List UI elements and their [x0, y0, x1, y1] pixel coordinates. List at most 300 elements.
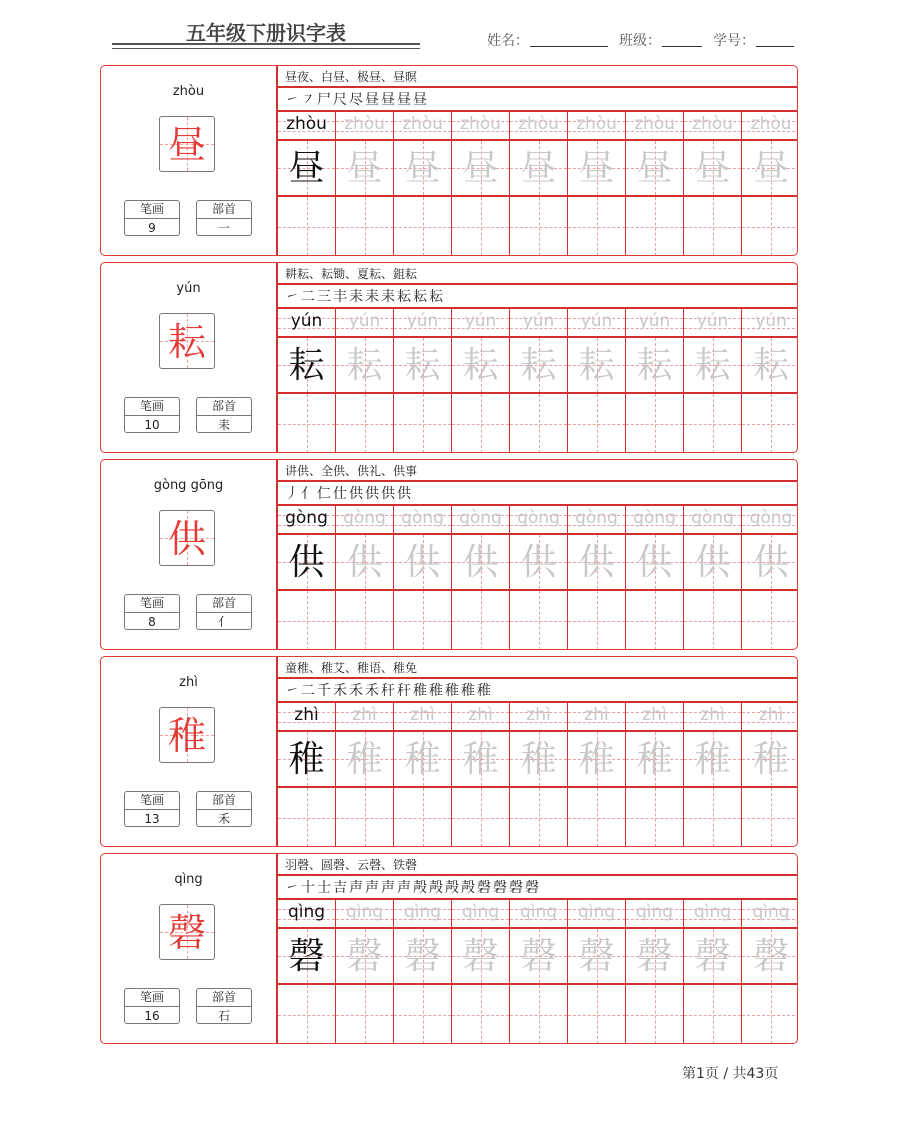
trace-character: 耘 [404, 345, 441, 386]
character-trace-cell[interactable] [684, 141, 741, 197]
trace-character: 昼 [404, 148, 441, 189]
stroke-step: 耒 [365, 289, 381, 305]
character-write-cell[interactable] [336, 197, 393, 256]
practice-column [742, 506, 798, 649]
stroke-step: 供 [397, 486, 413, 502]
practice-column [568, 703, 626, 846]
stroke-step: ㇀ [285, 289, 301, 305]
trace-character: 昼 [578, 148, 615, 189]
stroke-step: ㇀ [285, 880, 301, 896]
stroke-step: 十 [301, 880, 317, 896]
character-card [100, 853, 798, 1044]
character-write-cell[interactable] [336, 788, 393, 847]
trace-character: 稚 [288, 739, 325, 780]
character-write-cell[interactable] [568, 197, 625, 256]
practice-column [568, 506, 626, 649]
character-trace-cell[interactable] [510, 535, 567, 591]
pinyin-practice-cell[interactable] [394, 309, 451, 338]
practice-pinyin: zhì [294, 705, 319, 725]
stroke-step: 殸 [445, 880, 461, 896]
stroke-step: 昼 [365, 92, 381, 108]
character-write-cell[interactable] [626, 591, 683, 650]
radical-box [196, 200, 252, 236]
trace-character: 磬 [578, 936, 615, 977]
character-write-cell[interactable] [684, 788, 741, 847]
character-write-cell[interactable] [452, 197, 509, 256]
character-trace-cell[interactable] [626, 535, 683, 591]
trace-character: 磬 [288, 936, 325, 977]
trace-character: 稚 [752, 739, 789, 780]
character-card [100, 65, 798, 256]
character-trace-cell[interactable] [452, 141, 509, 197]
character-trace-cell[interactable] [684, 929, 741, 985]
character-write-cell[interactable] [510, 788, 567, 847]
stroke-step: 亻 [301, 486, 317, 502]
radical-value: 石 [217, 1009, 230, 1023]
stroke-step: 禾 [365, 683, 381, 699]
practice-column [510, 309, 568, 452]
pinyin-practice-cell[interactable] [278, 112, 335, 141]
character-trace-cell[interactable] [510, 141, 567, 197]
character-write-cell[interactable] [568, 394, 625, 453]
character-write-cell[interactable] [568, 591, 625, 650]
pinyin-practice-cell[interactable] [626, 309, 683, 338]
stroke-count-value: 8 [148, 615, 156, 629]
pinyin-practice-cell[interactable] [626, 506, 683, 535]
stroke-step: 吉 [333, 880, 349, 896]
practice-column [452, 309, 510, 452]
practice-pinyin: gòng [633, 508, 676, 528]
character-write-cell[interactable] [278, 591, 335, 650]
trace-character: 耘 [752, 345, 789, 386]
pinyin-practice-cell[interactable] [510, 309, 567, 338]
character-trace-cell[interactable] [336, 732, 393, 788]
character-write-cell[interactable] [452, 985, 509, 1044]
practice-column [568, 309, 626, 452]
example-words: 羽磬、圆磬、云磬、铁磬 [278, 854, 797, 876]
stroke-step: 仕 [333, 486, 349, 502]
character-write-cell[interactable] [336, 985, 393, 1044]
stroke-step: 二 [301, 683, 317, 699]
practice-pinyin: qìng [287, 902, 326, 922]
practice-pinyin: gòng [575, 508, 618, 528]
stroke-step: ㇇ [301, 92, 317, 108]
character-trace-cell[interactable] [278, 338, 335, 394]
stroke-step: 声 [381, 880, 397, 896]
pinyin-practice-cell[interactable] [568, 900, 625, 929]
character-write-cell[interactable] [510, 394, 567, 453]
character-write-cell[interactable] [394, 591, 451, 650]
practice-pinyin: qìng [461, 902, 500, 922]
practice-column [510, 703, 568, 846]
stroke-count-label: 笔画 [125, 201, 179, 219]
character-trace-cell[interactable] [336, 535, 393, 591]
character-trace-cell[interactable] [742, 535, 798, 591]
stroke-count-label: 笔画 [125, 792, 179, 810]
character-write-cell[interactable] [394, 394, 451, 453]
character-write-cell[interactable] [510, 985, 567, 1044]
character-write-cell[interactable] [626, 985, 683, 1044]
character-trace-cell[interactable] [394, 732, 451, 788]
pinyin-practice-cell[interactable] [394, 112, 451, 141]
pinyin-practice-cell[interactable] [684, 506, 741, 535]
character-trace-cell[interactable] [394, 338, 451, 394]
name-field[interactable] [530, 46, 608, 47]
stroke-order [278, 876, 797, 900]
main-character: 稚 [167, 714, 206, 758]
trace-character: 稚 [520, 739, 557, 780]
character-pinyin: gòng gōng [153, 478, 224, 493]
trace-character: 供 [636, 542, 673, 583]
stroke-step: 声 [349, 880, 365, 896]
practice-panel [278, 854, 797, 1043]
stroke-step: 尺 [333, 92, 349, 108]
pinyin-practice-cell[interactable] [278, 900, 335, 929]
pinyin-practice-cell[interactable] [568, 703, 625, 732]
character-trace-cell[interactable] [510, 732, 567, 788]
stroke-step: 秆 [397, 683, 413, 699]
character-info-panel [101, 460, 276, 649]
stroke-step: 磬 [477, 880, 493, 896]
pinyin-practice-cell[interactable] [336, 900, 393, 929]
character-write-cell[interactable] [278, 394, 335, 453]
practice-column [742, 309, 798, 452]
practice-pinyin: gòng [459, 508, 502, 528]
practice-pinyin: gòng [343, 508, 386, 528]
practice-column [626, 112, 684, 255]
character-trace-cell[interactable] [568, 338, 625, 394]
class-label: 班级： [619, 33, 661, 49]
practice-pinyin: zhì [526, 705, 551, 725]
practice-column [742, 112, 798, 255]
character-write-cell[interactable] [278, 788, 335, 847]
practice-column [568, 900, 626, 1043]
stroke-step: 声 [365, 880, 381, 896]
page-number: 第1页 / 共43页 [682, 1066, 779, 1082]
character-write-cell[interactable] [452, 788, 509, 847]
trace-character: 昼 [694, 148, 731, 189]
trace-character: 昼 [636, 148, 673, 189]
character-write-cell[interactable] [626, 197, 683, 256]
pinyin-practice-cell[interactable] [452, 900, 509, 929]
stroke-count-box [124, 594, 180, 630]
trace-character: 耘 [578, 345, 615, 386]
pinyin-practice-cell[interactable] [684, 309, 741, 338]
stroke-step: 二 [301, 289, 317, 305]
character-card [100, 656, 798, 847]
practice-pinyin: qìng [403, 902, 442, 922]
pinyin-practice-cell[interactable] [684, 112, 741, 141]
trace-character: 耘 [462, 345, 499, 386]
radical-box [196, 594, 252, 630]
practice-pinyin: yún [290, 311, 323, 331]
character-write-cell[interactable] [684, 394, 741, 453]
practice-column [336, 112, 394, 255]
character-write-cell[interactable] [394, 197, 451, 256]
pinyin-practice-cell[interactable] [510, 703, 567, 732]
example-words: 讲供、全供、供礼、供事 [278, 460, 797, 482]
stroke-order [278, 88, 797, 112]
main-character: 磬 [167, 911, 206, 955]
radical-label: 部首 [197, 989, 251, 1007]
character-write-cell[interactable] [278, 985, 335, 1044]
pinyin-practice-cell[interactable] [626, 703, 683, 732]
pinyin-practice-cell[interactable] [742, 703, 798, 732]
trace-character: 耘 [288, 345, 325, 386]
stroke-step: 殸 [413, 880, 429, 896]
practice-pinyin: gòng [691, 508, 734, 528]
practice-column [684, 703, 742, 846]
pinyin-practice-cell[interactable] [510, 900, 567, 929]
pinyin-practice-cell[interactable] [684, 900, 741, 929]
example-words: 昼夜、白昼、极昼、昼暝 [278, 66, 797, 88]
character-trace-cell[interactable] [452, 929, 509, 985]
character-write-cell[interactable] [510, 591, 567, 650]
stroke-step: 禾 [333, 683, 349, 699]
practice-grid [278, 703, 797, 846]
radical-box [196, 397, 252, 433]
character-write-cell[interactable] [336, 591, 393, 650]
character-trace-cell[interactable] [626, 338, 683, 394]
pinyin-practice-cell[interactable] [336, 112, 393, 141]
practice-panel [278, 657, 797, 846]
practice-pinyin: yún [580, 311, 613, 331]
character-pinyin: yún [176, 281, 201, 296]
trace-character: 磬 [462, 936, 499, 977]
stroke-step: 殸 [461, 880, 477, 896]
pinyin-practice-cell[interactable] [336, 506, 393, 535]
practice-column [394, 703, 452, 846]
practice-pinyin: zhòu [344, 114, 385, 134]
practice-pinyin: gòng [285, 508, 328, 528]
character-write-cell[interactable] [684, 197, 741, 256]
character-write-cell[interactable] [336, 394, 393, 453]
stroke-step: 仁 [317, 486, 333, 502]
character-trace-cell[interactable] [336, 338, 393, 394]
trace-character: 稚 [462, 739, 499, 780]
character-trace-cell[interactable] [568, 535, 625, 591]
trace-character: 耘 [694, 345, 731, 386]
character-pinyin: zhòu [172, 84, 205, 99]
radical-value: 禾 [217, 812, 230, 826]
name-label: 姓名： [487, 33, 529, 49]
pinyin-practice-cell[interactable] [452, 506, 509, 535]
trace-character: 耘 [520, 345, 557, 386]
character-write-cell[interactable] [568, 788, 625, 847]
practice-column [452, 112, 510, 255]
practice-pinyin: yún [522, 311, 555, 331]
stroke-order [278, 679, 797, 703]
stroke-step: 士 [317, 880, 333, 896]
character-trace-cell[interactable] [278, 535, 335, 591]
pinyin-practice-cell[interactable] [336, 309, 393, 338]
practice-column [394, 506, 452, 649]
pinyin-practice-cell[interactable] [510, 112, 567, 141]
pinyin-practice-cell[interactable] [452, 703, 509, 732]
practice-column [684, 309, 742, 452]
stroke-step: 秆 [381, 683, 397, 699]
practice-column [510, 506, 568, 649]
character-trace-cell[interactable] [568, 929, 625, 985]
practice-column [568, 112, 626, 255]
stroke-count-box [124, 791, 180, 827]
character-write-cell[interactable] [394, 788, 451, 847]
pinyin-practice-cell[interactable] [278, 309, 335, 338]
character-trace-cell[interactable] [742, 929, 798, 985]
practice-column [278, 506, 336, 649]
trace-character: 磬 [404, 936, 441, 977]
trace-character: 耘 [346, 345, 383, 386]
character-write-cell[interactable] [626, 394, 683, 453]
character-write-cell[interactable] [510, 197, 567, 256]
character-write-cell[interactable] [568, 985, 625, 1044]
practice-column [278, 703, 336, 846]
character-trace-cell[interactable] [452, 338, 509, 394]
practice-panel [278, 66, 797, 255]
radical-value: 一 [217, 221, 230, 235]
character-trace-cell[interactable] [336, 141, 393, 197]
character-write-cell[interactable] [742, 985, 798, 1044]
practice-grid [278, 506, 797, 649]
character-trace-cell[interactable] [626, 141, 683, 197]
pinyin-practice-cell[interactable] [394, 506, 451, 535]
radical-label: 部首 [197, 595, 251, 613]
practice-column [336, 900, 394, 1043]
character-display-box [159, 904, 215, 960]
trace-character: 供 [520, 542, 557, 583]
main-character: 供 [167, 517, 206, 561]
pinyin-practice-cell[interactable] [568, 506, 625, 535]
character-write-cell[interactable] [742, 394, 798, 453]
character-trace-cell[interactable] [452, 535, 509, 591]
character-trace-cell[interactable] [742, 141, 798, 197]
practice-pinyin: gòng [401, 508, 444, 528]
trace-character: 供 [694, 542, 731, 583]
pinyin-practice-cell[interactable] [742, 112, 798, 141]
pinyin-practice-cell[interactable] [278, 506, 335, 535]
character-write-cell[interactable] [742, 591, 798, 650]
practice-column [742, 703, 798, 846]
example-words: 童稚、稚艾、稚语、稚免 [278, 657, 797, 679]
character-trace-cell[interactable] [394, 535, 451, 591]
pinyin-practice-cell[interactable] [742, 309, 798, 338]
stroke-step: 昼 [413, 92, 429, 108]
pinyin-practice-cell[interactable] [394, 900, 451, 929]
character-trace-cell[interactable] [278, 929, 335, 985]
stroke-step: 声 [397, 880, 413, 896]
character-trace-cell[interactable] [742, 338, 798, 394]
radical-value: 耒 [217, 418, 230, 432]
pinyin-practice-cell[interactable] [510, 506, 567, 535]
stroke-step: 稚 [461, 683, 477, 699]
stroke-step: 磬 [493, 880, 509, 896]
pinyin-practice-cell[interactable] [742, 900, 798, 929]
character-write-cell[interactable] [278, 197, 335, 256]
trace-character: 磬 [694, 936, 731, 977]
practice-column [742, 900, 798, 1043]
pinyin-practice-cell[interactable] [336, 703, 393, 732]
pinyin-practice-cell[interactable] [278, 703, 335, 732]
pinyin-practice-cell[interactable] [742, 506, 798, 535]
character-trace-cell[interactable] [510, 929, 567, 985]
character-card [100, 262, 798, 453]
pinyin-practice-cell[interactable] [394, 703, 451, 732]
character-write-cell[interactable] [684, 985, 741, 1044]
class-field[interactable] [662, 46, 702, 47]
practice-pinyin: yún [755, 311, 787, 331]
character-trace-cell[interactable] [394, 141, 451, 197]
pinyin-practice-cell[interactable] [452, 309, 509, 338]
character-write-cell[interactable] [394, 985, 451, 1044]
character-trace-cell[interactable] [626, 929, 683, 985]
practice-column [626, 703, 684, 846]
character-write-cell[interactable] [626, 788, 683, 847]
character-pinyin: qìng [174, 872, 203, 887]
character-trace-cell[interactable] [336, 929, 393, 985]
main-character: 昼 [167, 123, 206, 167]
stroke-step: 供 [381, 486, 397, 502]
character-trace-cell[interactable] [278, 732, 335, 788]
practice-pinyin: zhòu [286, 114, 327, 134]
character-write-cell[interactable] [684, 591, 741, 650]
trace-character: 磬 [636, 936, 673, 977]
practice-pinyin: zhì [584, 705, 609, 725]
stroke-step: ㇀ [285, 92, 301, 108]
character-write-cell[interactable] [452, 591, 509, 650]
practice-column [510, 900, 568, 1043]
stroke-count-value: 16 [144, 1009, 160, 1023]
character-trace-cell[interactable] [742, 732, 798, 788]
practice-pinyin: qìng [752, 902, 790, 922]
character-display-box [159, 116, 215, 172]
stroke-step: 稚 [445, 683, 461, 699]
pinyin-practice-cell[interactable] [626, 900, 683, 929]
pinyin-practice-cell[interactable] [684, 703, 741, 732]
character-trace-cell[interactable] [684, 535, 741, 591]
stroke-step: 磬 [509, 880, 525, 896]
pinyin-practice-cell[interactable] [568, 309, 625, 338]
pinyin-practice-cell[interactable] [568, 112, 625, 141]
practice-panel [278, 263, 797, 452]
pinyin-practice-cell[interactable] [626, 112, 683, 141]
character-trace-cell[interactable] [684, 338, 741, 394]
practice-column [684, 112, 742, 255]
character-trace-cell[interactable] [568, 732, 625, 788]
character-trace-cell[interactable] [510, 338, 567, 394]
stroke-step: 昼 [381, 92, 397, 108]
radical-value: 亻 [217, 615, 230, 629]
stroke-step: 昼 [397, 92, 413, 108]
character-trace-cell[interactable] [626, 732, 683, 788]
student-id-field[interactable] [756, 46, 794, 47]
character-trace-cell[interactable] [278, 141, 335, 197]
stroke-step: 耒 [381, 289, 397, 305]
practice-pinyin: zhòu [518, 114, 559, 134]
character-trace-cell[interactable] [394, 929, 451, 985]
character-trace-cell[interactable] [684, 732, 741, 788]
main-character: 耘 [167, 320, 206, 364]
character-write-cell[interactable] [452, 394, 509, 453]
practice-pinyin: zhì [468, 705, 493, 725]
character-write-cell[interactable] [742, 788, 798, 847]
trace-character: 昼 [520, 148, 557, 189]
character-write-cell[interactable] [742, 197, 798, 256]
practice-column [336, 506, 394, 649]
character-trace-cell[interactable] [568, 141, 625, 197]
pinyin-practice-cell[interactable] [452, 112, 509, 141]
practice-column [336, 703, 394, 846]
character-trace-cell[interactable] [452, 732, 509, 788]
